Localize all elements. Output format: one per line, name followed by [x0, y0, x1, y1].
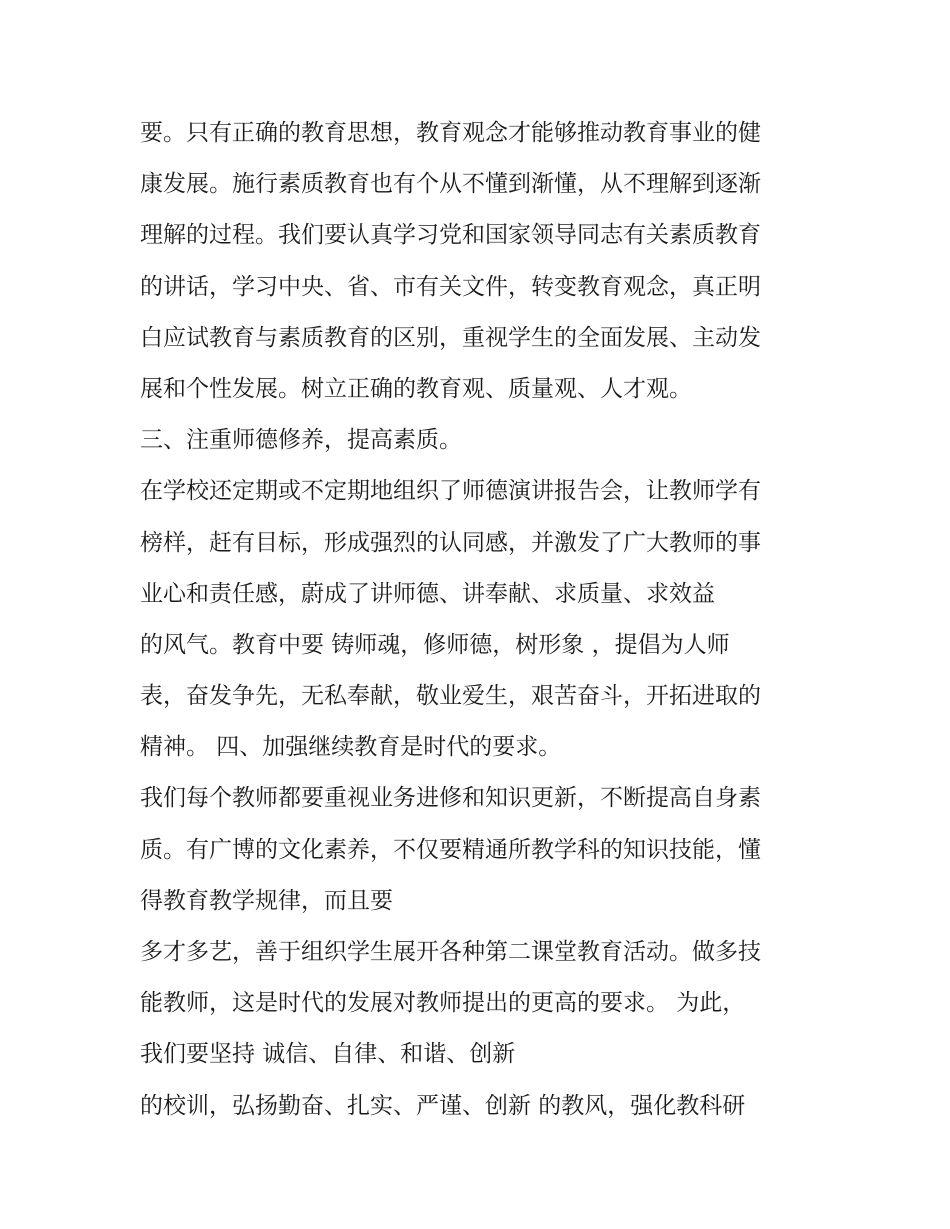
text-line: 白应试教育与素质教育的区别，重视学生的全面发展、主动发	[140, 324, 761, 351]
text-line: 的校训，弘扬勤奋、扎实、严谨、创新 的教风，强化教科研	[140, 1092, 746, 1119]
text-line: 理解的过程。我们要认真学习党和国家领导同志有关素质教育	[140, 222, 761, 249]
document-body	[140, 108, 830, 1132]
text-line: 的风气。教育中要 铸师魂，修师德，树形象 ，提倡为人师	[140, 631, 730, 658]
text-line: 的讲话，学习中央、省、市有关文件，转变教育观念，真正明	[140, 273, 761, 300]
text-line: 表，奋发争先，无私奉献，敬业爱生，艰苦奋斗，开拓进取的	[140, 683, 761, 710]
text-line: 业心和责任感，蔚成了讲师德、讲奉献、求质量、求效益	[140, 580, 715, 607]
text-line: 多才多艺，善于组织学生展开各种第二课堂教育活动。做多技	[140, 939, 761, 965]
text-line: 展和个性发展。树立正确的教育观、质量观、人才观。	[140, 375, 692, 402]
text-line: 我们要坚持 诚信、自律、和谐、创新	[140, 1041, 516, 1068]
text-line: 我们每个教师都要重视业务进修和知识更新，不断提高自身素	[140, 785, 761, 812]
text-line: 榜样，赶有目标，形成强烈的认同感，并激发了广大教师的事	[140, 529, 761, 556]
text-line: 要。只有正确的教育思想，教育观念才能够推动教育事业的健	[140, 120, 761, 146]
text-line: 精神。 四、加强继续教育是时代的要求。	[140, 734, 562, 761]
text-line: 质。有广博的文化素养，不仅要精通所教学科的知识技能，懂	[140, 836, 761, 863]
text-line: 在学校还定期或不定期地组织了师德演讲报告会，让教师学有	[140, 478, 761, 505]
text-line: 得教育教学规律，而且要	[140, 887, 393, 914]
section-heading: 三、注重师德修养，提高素质。	[140, 427, 462, 454]
text-line: 能教师，这是时代的发展对教师提出的更高的要求。 为此，	[140, 990, 746, 1017]
text-line: 康发展。施行素质教育也有个从不懂到渐懂，从不理解到逐渐	[140, 171, 761, 198]
